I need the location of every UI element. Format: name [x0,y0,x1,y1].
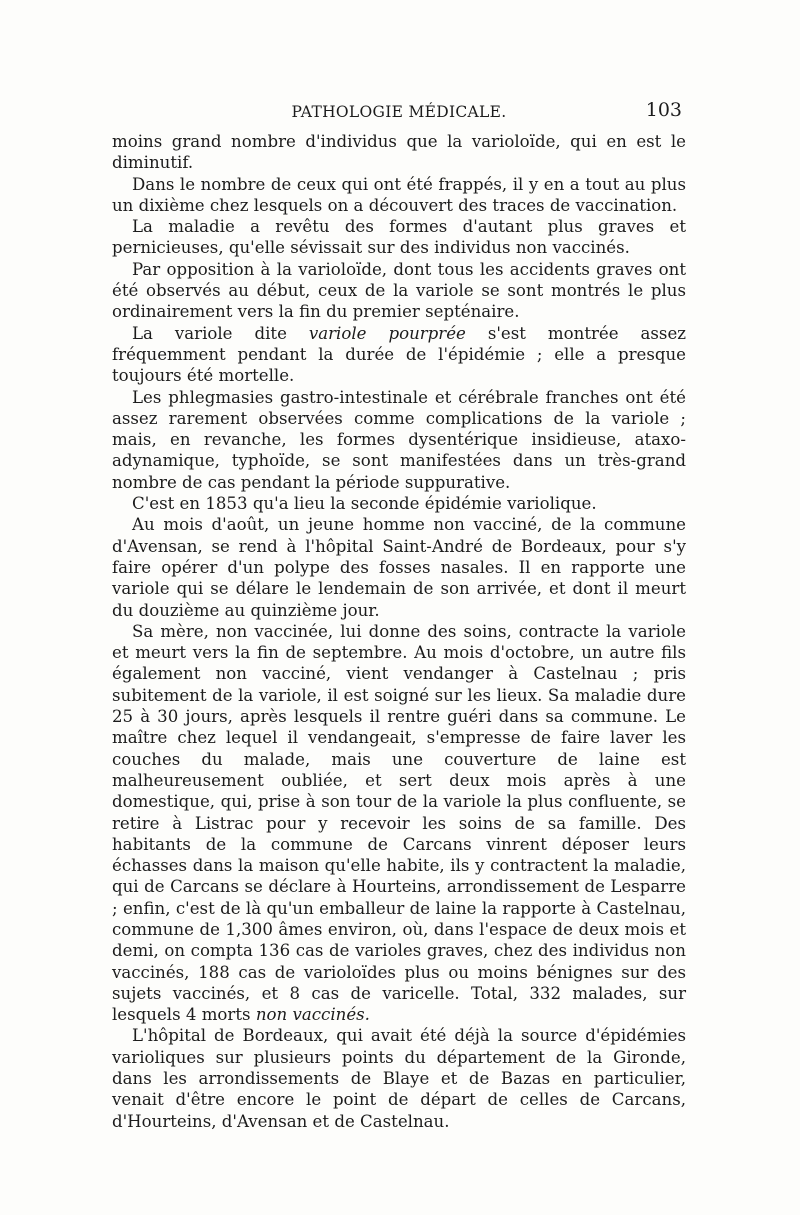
page-number: 103 [645,99,682,121]
paragraph: La maladie a revêtu des formes d'autant plus graves et pernicieuses, qu'elle sévissait sur des individus non vaccinés. [112,217,686,258]
paragraph: C'est en 1853 qu'a lieu la seconde épidémie variolique. [132,494,597,514]
paragraph: Dans le nombre de ceux qui ont été frappés, il y en a tout au plus un dixième chez lesquels on a découvert des traces de vaccination. [112,174,686,215]
body-text [112,131,686,1132]
paragraph: L'hôpital de Bordeaux, qui avait été déjà la source d'épidémies varioliques sur plusieurs points du département de la Gironde, dans les arrondissements de Blaye et de Bazas en particulier, venait d'être encore le point de départ de celles de Carcans, d'Hourteins, d'Avensan et de Castelnau. [112,1026,686,1131]
paragraph-text: La variole dite [132,323,309,343]
paragraph-text: s'est montrée assez fréquemment pendant la durée de l'épidémie ; elle a presque toujours été mortelle. [112,323,687,386]
paragraph [112,323,686,387]
paragraph [112,621,686,1026]
paragraph: Au mois d'août, un jeune homme non vacciné, de la commune d'Avensan, se rend à l'hôpital Saint-André de Bordeaux, pour s'y faire opérer d'un polype des fosses nasales. Il en rapporte une variole qui se délare le lendemain de son arrivée, et dont il meurt du douzième au quinzième jour. [112,515,686,620]
running-head [112,99,686,127]
paragraph: moins grand nombre d'individus que la varioloïde, qui en est le diminutif. [112,132,686,173]
italic-term: variole pourprée [308,323,466,343]
italic-term: non vaccinés. [255,1005,370,1025]
paragraph: Les phlegmasies gastro-intestinale et cérébrale franches ont été assez rarement observées comme complications de la variole ; mais, en revanche, les formes dysentérique insidieuse, ataxo-adynamique, typhoïde, se sont manifestées dans un très-grand nombre de cas pendant la période suppurative. [112,387,686,492]
paragraph-text: Sa mère, non vaccinée, lui donne des soins, contracte la variole et meurt vers la fin de septembre. Au mois d'octobre, un autre fils également non vacciné, vient vendanger à Castelnau ; pris subitement de la variole, il est soigné sur les lieux. Sa maladie dure 25 à 30 jours, après lesquels il rentre guéri dans sa commune. Le maître chez lequel il vendangeait, s'empresse de faire laver les couches du malade, mais une couverture de laine est malheureusement oubliée, et sert deux mois après à une domestique, qui, prise à son tour de la variole la plus confluente, se retire à Listrac pour y recevoir les soins de sa famille. Des habitants de la commune de Carcans vinrent déposer leurs échasses dans la maison qu'elle habite, ils y contractent la maladie, qui de Carcans se déclare à Hourteins, arrondissement de Lesparre ; enfin, c'est de là qu'un emballeur de laine la rapporte à Castelnau, commune de 1,300 âmes environ, où, dans l'espace de deux mois et demi, on compta 136 cas de varioles graves, chez des individus non vaccinés, 188 cas de varioloïdes plus ou moins bénignes sur des sujets vaccinés, et 8 cas de varicelle. Total, 332 malades, sur lesquels 4 morts [112,621,686,1025]
running-title: PATHOLOGIE MÉDICALE. [291,103,507,121]
paragraph: Par opposition à la varioloïde, dont tous les accidents graves ont été observés au début, ceux de la variole se sont montrés le plus ordinairement vers la fin du premier septénaire. [112,259,686,322]
